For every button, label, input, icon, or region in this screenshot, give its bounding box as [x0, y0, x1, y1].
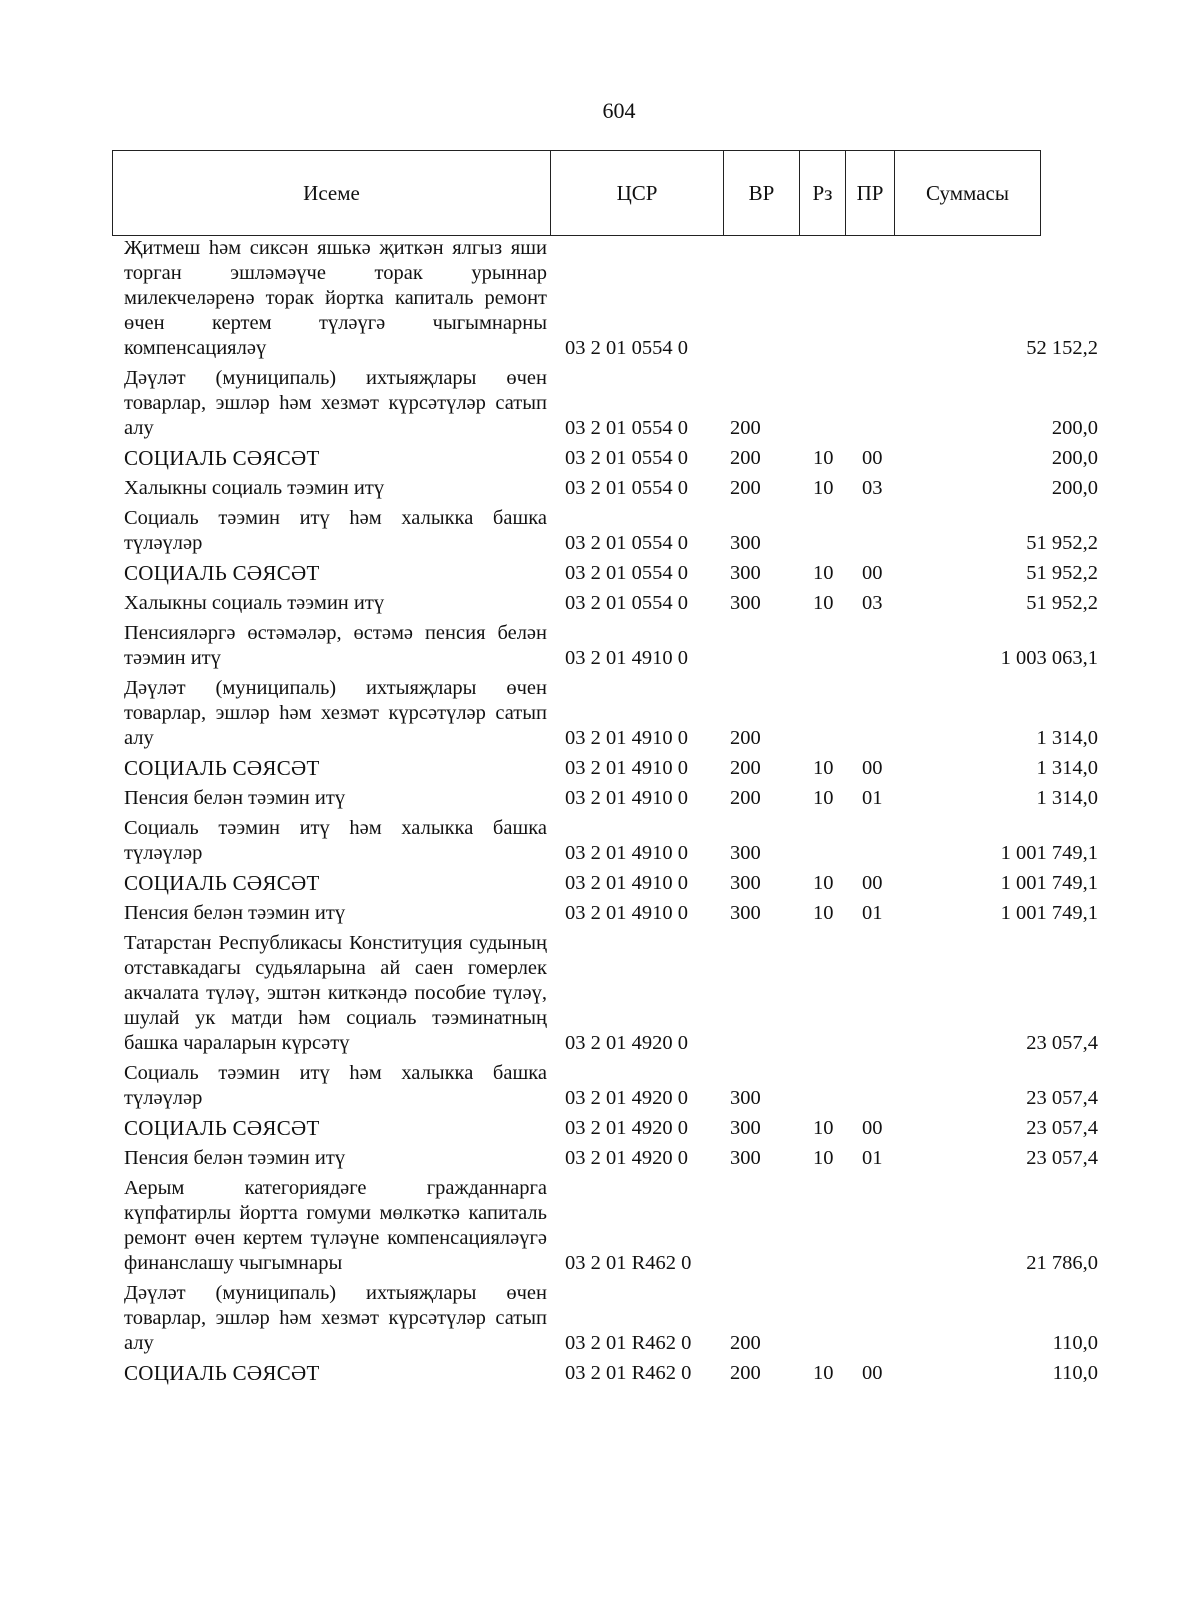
row-vr: 200	[730, 417, 761, 439]
row-rz: 10	[813, 1147, 834, 1169]
row-csr: 03 2 01 0554 0	[565, 562, 688, 584]
row-sum: 1 001 749,1	[1000, 902, 1098, 924]
table-row	[112, 1116, 1102, 1141]
row-sum: 51 952,2	[1026, 562, 1098, 584]
row-vr: 200	[730, 1332, 761, 1354]
table-row	[112, 901, 1102, 926]
row-vr: 300	[730, 592, 761, 614]
row-csr: 03 2 01 R462 0	[565, 1332, 692, 1354]
row-sum: 1 003 063,1	[1000, 647, 1098, 669]
header-rz: Рз	[800, 151, 846, 236]
row-vr: 300	[730, 1087, 761, 1109]
row-csr: 03 2 01 4920 0	[565, 1117, 688, 1139]
row-name: Пенсия белән тәэмин итү	[124, 1147, 346, 1169]
row-name: Социаль тәэмин итү һәм халыкка башка түләүләр	[124, 1062, 547, 1109]
row-name: Социаль тәэмин итү һәм халыкка башка түләүләр	[124, 507, 547, 554]
table-row	[112, 591, 1102, 616]
row-name: Дәүләт (муниципаль) ихтыяҗлары өчен товарлар, эшләр һәм хезмәт күрсәтүләр сатып алу	[124, 1282, 547, 1354]
row-sum: 200,0	[1051, 447, 1098, 469]
row-sum: 110,0	[1052, 1362, 1098, 1384]
row-rz: 10	[813, 757, 834, 779]
row-rz: 10	[813, 1117, 834, 1139]
table-body	[112, 236, 1102, 1386]
header-pr: ПР	[846, 151, 895, 236]
row-sum: 51 952,2	[1026, 532, 1098, 554]
row-csr: 03 2 01 4910 0	[565, 872, 688, 894]
row-vr: 300	[730, 842, 761, 864]
row-rz: 10	[813, 562, 834, 584]
row-sum: 110,0	[1052, 1332, 1098, 1354]
table-row	[112, 1176, 1102, 1276]
row-vr: 200	[730, 757, 761, 779]
row-sum: 52 152,2	[1026, 337, 1098, 359]
table-row	[112, 1061, 1102, 1111]
row-pr: 03	[862, 477, 883, 499]
row-csr: 03 2 01 0554 0	[565, 447, 688, 469]
row-name: Дәүләт (муниципаль) ихтыяҗлары өчен товарлар, эшләр һәм хезмәт күрсәтүләр сатып алу	[124, 677, 547, 749]
table-row	[112, 236, 1102, 361]
row-sum: 23 057,4	[1026, 1117, 1098, 1139]
table-row	[112, 756, 1102, 781]
row-pr: 00	[862, 872, 883, 894]
row-name: СОЦИАЛЬ СӘЯСӘТ	[124, 871, 320, 895]
row-sum: 23 057,4	[1026, 1032, 1098, 1054]
row-csr: 03 2 01 0554 0	[565, 592, 688, 614]
table-row	[112, 816, 1102, 866]
table-row	[112, 366, 1102, 441]
row-csr: 03 2 01 4910 0	[565, 787, 688, 809]
row-name: Аерым категориядәге гражданнарга күпфатирлы йортта гомуми мөлкәткә капиталь ремонт өчен кертем түләүне компенсацияләүгә финанслашу чыгымнары	[124, 1177, 547, 1274]
row-vr: 200	[730, 727, 761, 749]
row-name: Татарстан Республикасы Конституция судының отставкадагы судьяларына ай саен гомерлек акчалата түләү, эштән киткәндә пособие түләү, шулай ук матди һәм социаль тәэминатның башка чараларын күрсәтү	[124, 932, 547, 1054]
table-row	[112, 871, 1102, 896]
row-name: Халыкны социаль тәэмин итү	[124, 592, 385, 614]
row-csr: 03 2 01 4920 0	[565, 1032, 688, 1054]
row-sum: 1 001 749,1	[1000, 872, 1098, 894]
row-name: СОЦИАЛЬ СӘЯСӘТ	[124, 1361, 320, 1385]
table-row	[112, 931, 1102, 1056]
row-sum: 51 952,2	[1026, 592, 1098, 614]
row-csr: 03 2 01 0554 0	[565, 532, 688, 554]
table-row	[112, 621, 1102, 671]
row-pr: 00	[862, 562, 883, 584]
row-csr: 03 2 01 4910 0	[565, 647, 688, 669]
row-sum: 23 057,4	[1026, 1147, 1098, 1169]
row-sum: 200,0	[1051, 417, 1098, 439]
row-rz: 10	[813, 447, 834, 469]
row-csr: 03 2 01 4920 0	[565, 1147, 688, 1169]
row-rz: 10	[813, 787, 834, 809]
row-name: СОЦИАЛЬ СӘЯСӘТ	[124, 1116, 320, 1140]
row-csr: 03 2 01 R462 0	[565, 1252, 692, 1274]
row-csr: 03 2 01 4910 0	[565, 842, 688, 864]
row-name: Җитмеш һәм сиксән яшькә җиткән ялгыз яши торган эшләмәүче торак урыннар милекчеләренә торак йортка капиталь ремонт өчен кертем түләүгә чыгымнарны компенсацияләү	[124, 237, 547, 359]
table-row	[112, 476, 1102, 501]
row-vr: 300	[730, 1117, 761, 1139]
header-csr: ЦСР	[551, 151, 724, 236]
row-pr: 01	[862, 902, 883, 924]
row-csr: 03 2 01 R462 0	[565, 1362, 692, 1384]
row-rz: 10	[813, 592, 834, 614]
row-name: СОЦИАЛЬ СӘЯСӘТ	[124, 756, 320, 780]
row-name: Социаль тәэмин итү һәм халыкка башка түләүләр	[124, 817, 547, 864]
row-sum: 1 314,0	[1036, 727, 1098, 749]
table-row	[112, 506, 1102, 556]
row-sum: 21 786,0	[1026, 1252, 1098, 1274]
row-pr: 03	[862, 592, 883, 614]
row-sum: 1 001 749,1	[1000, 842, 1098, 864]
row-vr: 300	[730, 872, 761, 894]
row-csr: 03 2 01 4910 0	[565, 727, 688, 749]
table-row	[112, 1361, 1102, 1386]
row-pr: 00	[862, 757, 883, 779]
page-number: 604	[602, 98, 636, 123]
row-vr: 300	[730, 1147, 761, 1169]
row-pr: 00	[862, 447, 883, 469]
row-csr: 03 2 01 0554 0	[565, 477, 688, 499]
table-row	[112, 676, 1102, 751]
row-name: СОЦИАЛЬ СӘЯСӘТ	[124, 561, 320, 585]
row-csr: 03 2 01 4920 0	[565, 1087, 688, 1109]
row-name: Халыкны социаль тәэмин итү	[124, 477, 385, 499]
row-sum: 23 057,4	[1026, 1087, 1098, 1109]
row-name: СОЦИАЛЬ СӘЯСӘТ	[124, 446, 320, 470]
row-name: Пенсия белән тәэмин итү	[124, 787, 346, 809]
row-name: Пенсияләргә өстәмәләр, өстәмә пенсия белән тәэмин итү	[124, 622, 547, 669]
header-sum: Суммасы	[895, 151, 1041, 236]
row-csr: 03 2 01 0554 0	[565, 337, 688, 359]
row-csr: 03 2 01 4910 0	[565, 902, 688, 924]
row-csr: 03 2 01 4910 0	[565, 757, 688, 779]
row-rz: 10	[813, 902, 834, 924]
row-pr: 00	[862, 1362, 883, 1384]
row-pr: 01	[862, 1147, 883, 1169]
row-rz: 10	[813, 1362, 834, 1384]
row-vr: 300	[730, 562, 761, 584]
row-pr: 00	[862, 1117, 883, 1139]
row-pr: 01	[862, 787, 883, 809]
table-row	[112, 446, 1102, 471]
row-sum: 200,0	[1051, 477, 1098, 499]
row-sum: 1 314,0	[1036, 787, 1098, 809]
row-vr: 200	[730, 787, 761, 809]
row-name: Пенсия белән тәэмин итү	[124, 902, 346, 924]
row-vr: 200	[730, 477, 761, 499]
row-vr: 300	[730, 532, 761, 554]
row-vr: 300	[730, 902, 761, 924]
row-sum: 1 314,0	[1036, 757, 1098, 779]
table-row	[112, 561, 1102, 586]
table-header	[112, 150, 1041, 236]
table-row	[112, 786, 1102, 811]
row-vr: 200	[730, 447, 761, 469]
row-vr: 200	[730, 1362, 761, 1384]
row-rz: 10	[813, 477, 834, 499]
row-csr: 03 2 01 0554 0	[565, 417, 688, 439]
table-row	[112, 1281, 1102, 1356]
row-rz: 10	[813, 872, 834, 894]
row-name: Дәүләт (муниципаль) ихтыяҗлары өчен товарлар, эшләр һәм хезмәт күрсәтүләр сатып алу	[124, 367, 547, 439]
table-row	[112, 1146, 1102, 1171]
header-vr: ВР	[724, 151, 800, 236]
header-name: Исеме	[113, 151, 551, 236]
